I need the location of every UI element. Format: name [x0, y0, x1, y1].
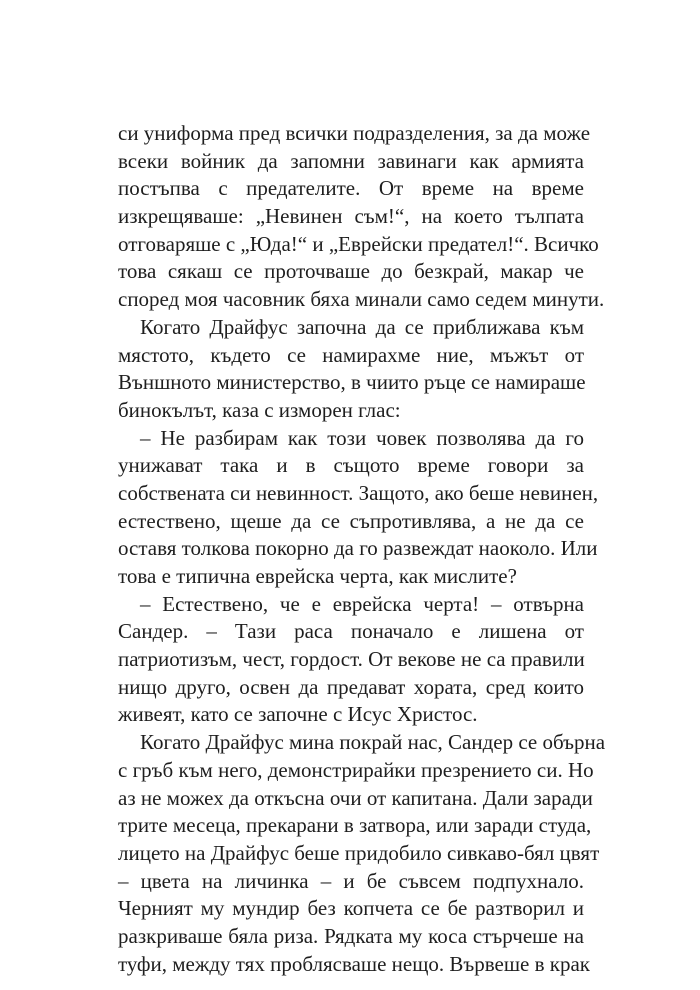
text-line: Когато Драйфус мина покрай нас, Сандер се обърна	[140, 730, 606, 755]
text-line: оставя толкова покорно да го развеждат наоколо. Или	[118, 536, 598, 561]
text-line: бинокълът, каза с изморен глас:	[118, 397, 401, 422]
text-line: – Не разбирам как този човек позволява да го	[140, 425, 584, 450]
text-line: лицето на Драйфус беше придобило сивкаво-бял цвят	[118, 840, 600, 865]
text-line: – цвета на личинка – и бе съвсем подпухнало.	[118, 868, 584, 893]
text-line: аз не можех да откъсна очи от капитана. Дали заради	[118, 785, 593, 810]
text-line: Когато Драйфус започна да се приближава към	[140, 314, 584, 339]
text-line: нищо друго, освен да предават хората, сред които	[118, 674, 584, 699]
text-line: естествено, щеше да се съпротивлява, а не да се	[118, 508, 584, 533]
text-line: туфи, между тях проблясваше нещо. Вървеше в крак	[118, 951, 590, 976]
text-line: унижават така и в същото време говори за	[118, 453, 584, 478]
page-text	[118, 120, 606, 978]
text-line: това сякаш се проточваше до безкрай, макар че	[118, 259, 584, 284]
text-line: – Естествено, че е еврейска черта! – отвърна	[140, 591, 584, 616]
text-line: си униформа пред всички подразделения, за да може	[118, 121, 591, 145]
text-line: разкриваше бяла риза. Рядката му коса стърчеше на	[118, 923, 584, 948]
text-line: Черният му мундир без копчета се бе разтворил и	[118, 896, 584, 921]
text-line: собствената си невинност. Защото, ако беше невинен,	[118, 480, 599, 505]
text-line: всеки войник да запомни завинаги как армията	[118, 148, 584, 173]
text-line: живеят, като се започне с Исус Христос.	[118, 702, 478, 727]
text-line: постъпва с предателите. От време на време	[118, 176, 584, 201]
text-line: изкрещяваше: „Невинен съм!“, на което тълпата	[118, 204, 584, 229]
text-line: това е типична еврейска черта, как мислите?	[118, 564, 517, 588]
text-line: патриотизъм, чест, гордост. От векове не са правили	[118, 647, 585, 672]
text-line: трите месеца, прекарани в затвора, или заради студа,	[118, 813, 592, 838]
text-line: с гръб към него, демонстрирайки презрението си. Но	[118, 757, 594, 782]
text-line: според моя часовник бяха минали само седем минути.	[118, 287, 605, 312]
text-line: Сандер. – Тази раса поначало е лишена от	[118, 619, 584, 644]
text-line: мястото, където се намирахме ние, мъжът от	[118, 342, 584, 367]
text-line: отговаряше с „Юда!“ и „Еврейски предател!“. Всичко	[118, 231, 599, 256]
text-line: Външното министерство, в чиито ръце се намираше	[118, 370, 586, 395]
